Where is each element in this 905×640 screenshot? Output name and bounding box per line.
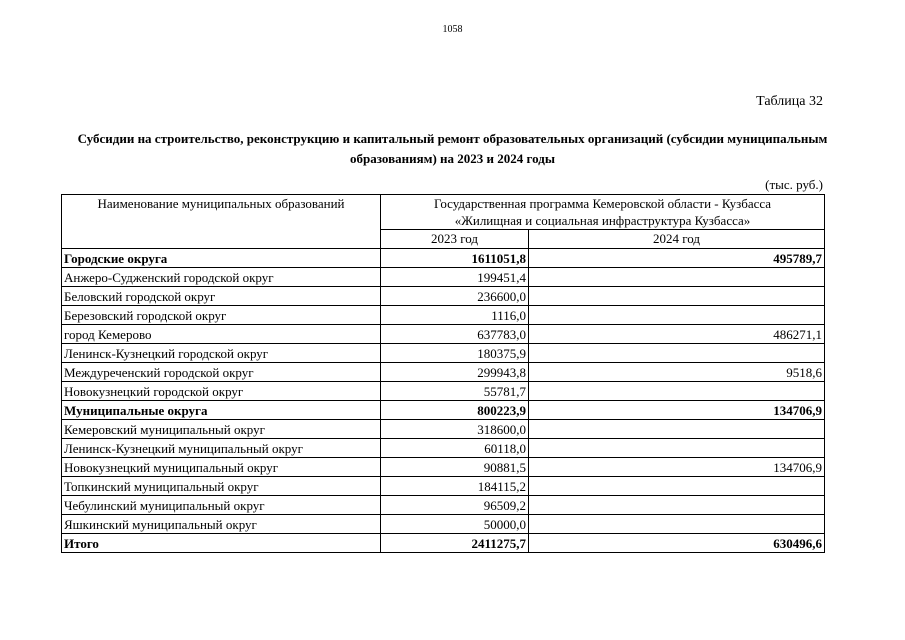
row-name: Новокузнецкий городской округ bbox=[62, 382, 381, 401]
page-number: 1058 bbox=[442, 24, 463, 35]
units-label: (тыс. руб.) bbox=[765, 177, 823, 192]
row-name: Кемеровский муниципальный округ bbox=[62, 420, 381, 439]
row-value-2023: 199451,4 bbox=[381, 268, 529, 287]
header-year-2023: 2023 год bbox=[381, 230, 529, 249]
table-label: Таблица 32 bbox=[756, 94, 823, 109]
row-value-2024 bbox=[529, 306, 825, 325]
row-value-2023: 55781,7 bbox=[381, 382, 529, 401]
table-row bbox=[62, 458, 825, 477]
row-name: Ленинск-Кузнецкий муниципальный округ bbox=[62, 439, 381, 458]
table-row bbox=[62, 344, 825, 363]
table-row bbox=[62, 477, 825, 496]
row-name: Городские округа bbox=[62, 249, 381, 268]
table-row bbox=[62, 268, 825, 287]
row-value-2024: 486271,1 bbox=[529, 325, 825, 344]
row-value-2023: 318600,0 bbox=[381, 420, 529, 439]
table-row bbox=[62, 287, 825, 306]
row-value-2023: 236600,0 bbox=[381, 287, 529, 306]
table-row bbox=[62, 496, 825, 515]
row-value-2023: 637783,0 bbox=[381, 325, 529, 344]
row-name: Топкинский муниципальный округ bbox=[62, 477, 381, 496]
table-row bbox=[62, 382, 825, 401]
table-row bbox=[62, 325, 825, 344]
row-value-2023: 60118,0 bbox=[381, 439, 529, 458]
row-value-2024: 134706,9 bbox=[529, 401, 825, 420]
row-value-2024: 630496,6 bbox=[529, 534, 825, 553]
row-name: Яшкинский муниципальный округ bbox=[62, 515, 381, 534]
row-name: город Кемерово bbox=[62, 325, 381, 344]
row-value-2023: 2411275,7 bbox=[381, 534, 529, 553]
row-value-2024 bbox=[529, 268, 825, 287]
row-name: Чебулинский муниципальный округ bbox=[62, 496, 381, 515]
row-value-2024 bbox=[529, 382, 825, 401]
row-value-2024 bbox=[529, 287, 825, 306]
row-name: Анжеро-Судженский городской округ bbox=[62, 268, 381, 287]
row-name: Новокузнецкий муниципальный округ bbox=[62, 458, 381, 477]
row-value-2023: 184115,2 bbox=[381, 477, 529, 496]
row-name: Итого bbox=[62, 534, 381, 553]
row-value-2023: 180375,9 bbox=[381, 344, 529, 363]
row-value-2024 bbox=[529, 515, 825, 534]
row-value-2023: 96509,2 bbox=[381, 496, 529, 515]
row-value-2024: 495789,7 bbox=[529, 249, 825, 268]
row-value-2024: 9518,6 bbox=[529, 363, 825, 382]
row-value-2023: 800223,9 bbox=[381, 401, 529, 420]
header-municipality: Наименование муниципальных образований bbox=[62, 195, 381, 249]
row-name: Муниципальные округа bbox=[62, 401, 381, 420]
row-value-2023: 90881,5 bbox=[381, 458, 529, 477]
row-name: Ленинск-Кузнецкий городской округ bbox=[62, 344, 381, 363]
table-row bbox=[62, 249, 825, 268]
row-value-2024: 134706,9 bbox=[529, 458, 825, 477]
header-program-line1: Государственная программа Кемеровской области - Кузбасса bbox=[433, 196, 772, 211]
row-value-2024 bbox=[529, 439, 825, 458]
row-name: Междуреченский городской округ bbox=[62, 363, 381, 382]
row-name: Беловский городской округ bbox=[62, 287, 381, 306]
row-value-2024 bbox=[529, 344, 825, 363]
header-year-2024: 2024 год bbox=[529, 230, 825, 249]
row-value-2024 bbox=[529, 420, 825, 439]
table-row bbox=[62, 420, 825, 439]
total-row bbox=[62, 534, 825, 553]
table-row bbox=[62, 401, 825, 420]
row-value-2023: 299943,8 bbox=[381, 363, 529, 382]
table-row bbox=[62, 439, 825, 458]
row-value-2023: 1611051,8 bbox=[381, 249, 529, 268]
header-program bbox=[381, 195, 825, 230]
row-name: Березовский городской округ bbox=[62, 306, 381, 325]
row-value-2023: 50000,0 bbox=[381, 515, 529, 534]
subsidies-table bbox=[61, 194, 825, 553]
table-row bbox=[62, 515, 825, 534]
table-row bbox=[62, 363, 825, 382]
row-value-2023: 1116,0 bbox=[381, 306, 529, 325]
table-title: Субсидии на строительство, реконструкцию и капитальный ремонт образовательных организаций (субсидии муниципальным образованиям) на 2023 и 2024 годы bbox=[77, 131, 828, 166]
table-row bbox=[62, 306, 825, 325]
header-program-line2: «Жилищная и социальная инфраструктура Кузбасса» bbox=[454, 213, 751, 228]
row-value-2024 bbox=[529, 496, 825, 515]
row-value-2024 bbox=[529, 477, 825, 496]
